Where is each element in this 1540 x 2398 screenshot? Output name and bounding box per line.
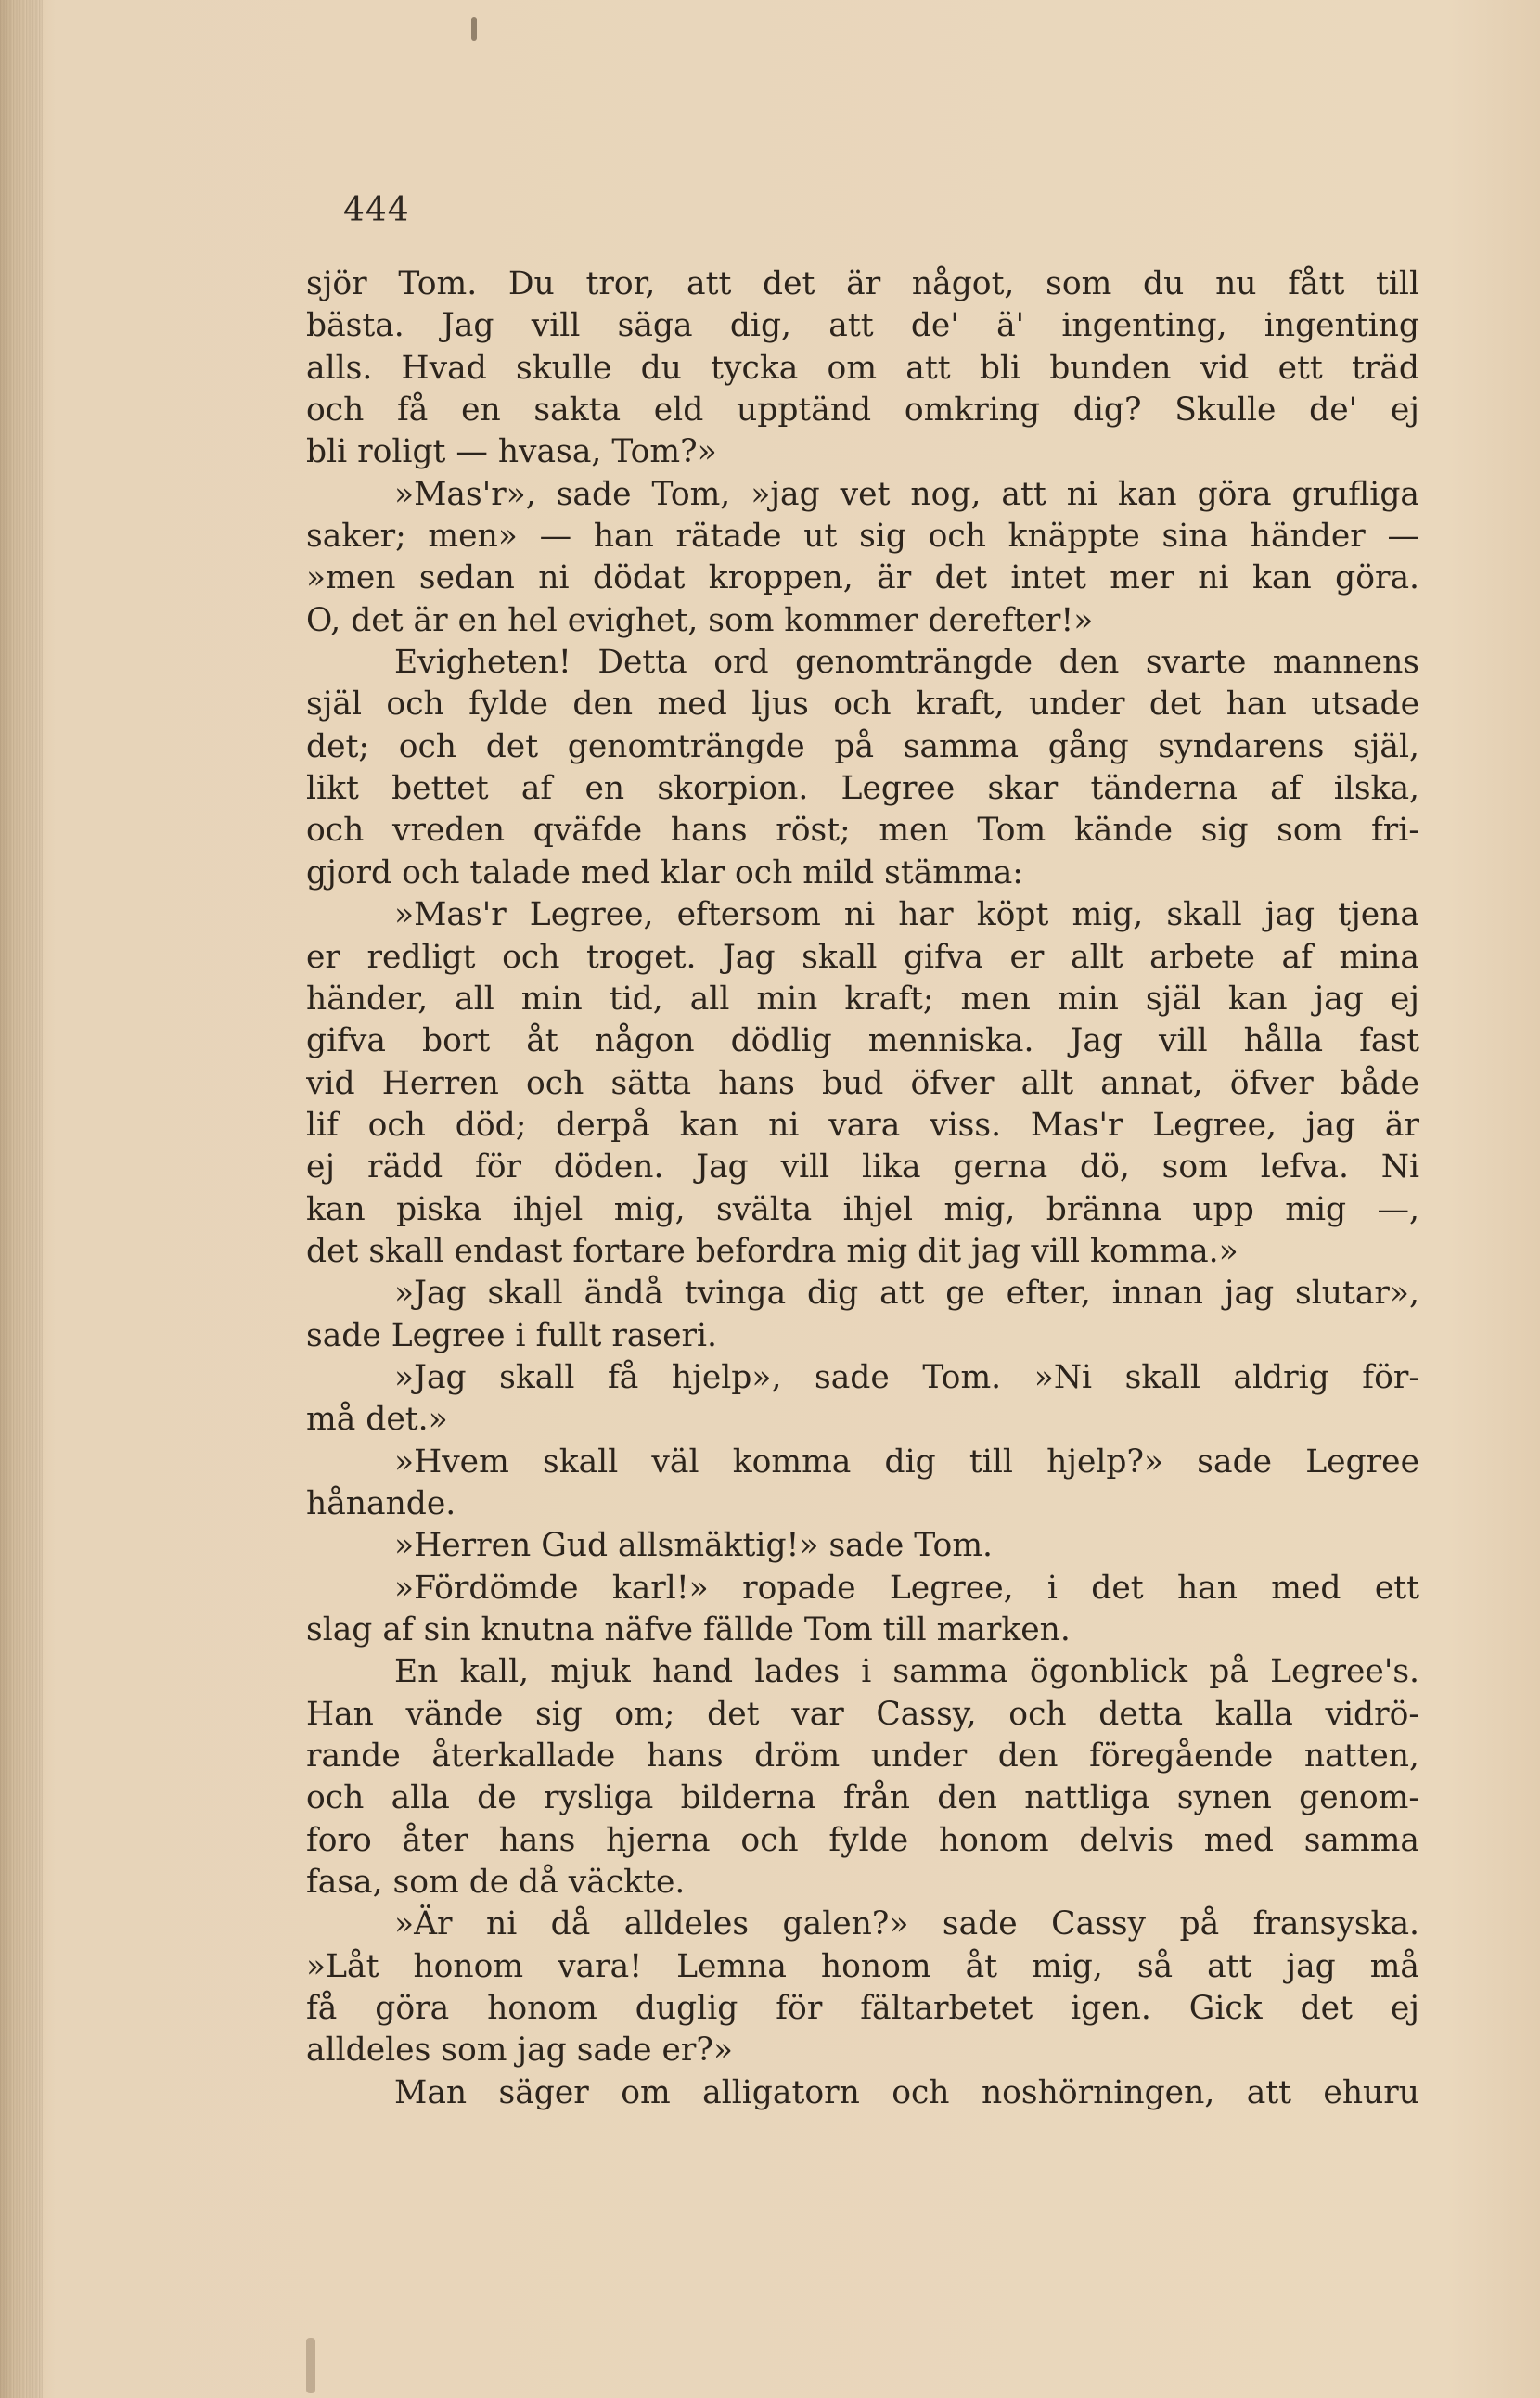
text-line: »men sedan ni dödat kroppen, är det intet mer ni kan göra. bbox=[306, 559, 1419, 597]
text-line: sade Legree i fullt raseri. bbox=[306, 1316, 718, 1354]
text-line: kan piska ihjel mig, svälta ihjel mig, bränna upp mig —, bbox=[306, 1190, 1419, 1228]
text-line: händer, all min tid, all min kraft; men min själ kan jag ej bbox=[306, 980, 1419, 1018]
text-line: gifva bort åt någon dödlig menniska. Jag vill hålla fast bbox=[306, 1022, 1419, 1060]
text-line: fasa, som de då väckte. bbox=[306, 1864, 686, 1902]
text-line: saker; men» — han rätade ut sig och knäppte sina händer — bbox=[306, 518, 1419, 556]
text-line: Evigheten! Detta ord genomträngde den svarte mannens bbox=[394, 644, 1419, 682]
text-line: foro åter hans hjerna och fylde honom delvis med samma bbox=[306, 1821, 1419, 1859]
page-number: 444 bbox=[343, 191, 410, 229]
text-line: sjör Tom. Du tror, att det är något, som du nu fått till bbox=[306, 265, 1419, 302]
text-line: »Fördömde karl!» ropade Legree, i det han med ett bbox=[394, 1569, 1419, 1607]
text-line: »Jag skall få hjelp», sade Tom. »Ni skall aldrig för- bbox=[394, 1358, 1419, 1396]
text-line: hånande. bbox=[306, 1484, 456, 1522]
text-line: Man säger om alligatorn och noshörningen, att ehuru bbox=[394, 2073, 1419, 2111]
text-line: det; och det genomträngde på samma gång syndarens själ, bbox=[306, 727, 1419, 765]
text-line: bli roligt — hvasa, Tom?» bbox=[306, 433, 717, 471]
text-line: lif och död; derpå kan ni vara viss. Mas'r Legree, jag är bbox=[306, 1106, 1419, 1144]
text-line: »Herren Gud allsmäktig!» sade Tom. bbox=[394, 1527, 994, 1565]
text-line: »Mas'r», sade Tom, »jag vet nog, att ni kan göra grufliga bbox=[394, 475, 1419, 513]
text-line: bästa. Jag vill säga dig, att de' ä' ingenting, ingenting bbox=[306, 307, 1419, 345]
text-line: slag af sin knutna näfve fällde Tom till marken. bbox=[306, 1611, 1071, 1648]
body-text bbox=[306, 263, 1419, 2114]
paper-blemish bbox=[306, 2338, 315, 2393]
text-line: gjord och talade med klar och mild stämma: bbox=[306, 853, 1023, 891]
text-line: och vreden qväfde hans röst; men Tom kände sig som fri- bbox=[306, 812, 1419, 850]
text-line: få göra honom duglig för fältarbetet igen. Gick det ej bbox=[306, 1990, 1419, 2028]
text-line: själ och fylde den med ljus och kraft, under det han utsade bbox=[306, 686, 1419, 724]
text-line: »Hvem skall väl komma dig till hjelp?» sade Legree bbox=[394, 1443, 1419, 1481]
book-binding-edge bbox=[0, 0, 43, 2398]
text-line: Han vände sig om; det var Cassy, och detta kalla vidrö- bbox=[306, 1695, 1419, 1733]
text-line: alls. Hvad skulle du tycka om att bli bunden vid ett träd bbox=[306, 349, 1419, 387]
text-line: »Mas'r Legree, eftersom ni har köpt mig, skall jag tjena bbox=[394, 896, 1419, 934]
text-line: må det.» bbox=[306, 1401, 448, 1439]
text-line: »Låt honom vara! Lemna honom åt mig, så att jag må bbox=[306, 1947, 1419, 1985]
text-line: det skall endast fortare befordra mig dit jag vill komma.» bbox=[306, 1232, 1238, 1270]
paper-blemish bbox=[471, 17, 477, 41]
text-line: O, det är en hel evighet, som kommer derefter!» bbox=[306, 601, 1094, 639]
text-line: er redligt och troget. Jag skall gifva er allt arbete af mina bbox=[306, 938, 1419, 976]
text-line: ej rädd för döden. Jag vill lika gerna dö, som lefva. Ni bbox=[306, 1148, 1419, 1186]
text-line: »Är ni då alldeles galen?» sade Cassy på fransyska. bbox=[394, 1905, 1419, 1943]
text-line: rande återkallade hans dröm under den föregående natten, bbox=[306, 1738, 1419, 1776]
text-line: likt bettet af en skorpion. Legree skar tänderna af ilska, bbox=[306, 770, 1419, 808]
text-line: En kall, mjuk hand lades i samma ögonblick på Legree's. bbox=[394, 1653, 1419, 1691]
text-line: »Jag skall ändå tvinga dig att ge efter, innan jag slutar», bbox=[394, 1275, 1419, 1313]
text-line: och alla de rysliga bilderna från den nattliga synen genom- bbox=[306, 1779, 1419, 1817]
text-line: och få en sakta eld upptänd omkring dig? Skulle de' ej bbox=[306, 391, 1419, 430]
text-line: alldeles som jag sade er?» bbox=[306, 2032, 733, 2070]
text-line: vid Herren och sätta hans bud öfver allt annat, öfver både bbox=[306, 1064, 1419, 1102]
